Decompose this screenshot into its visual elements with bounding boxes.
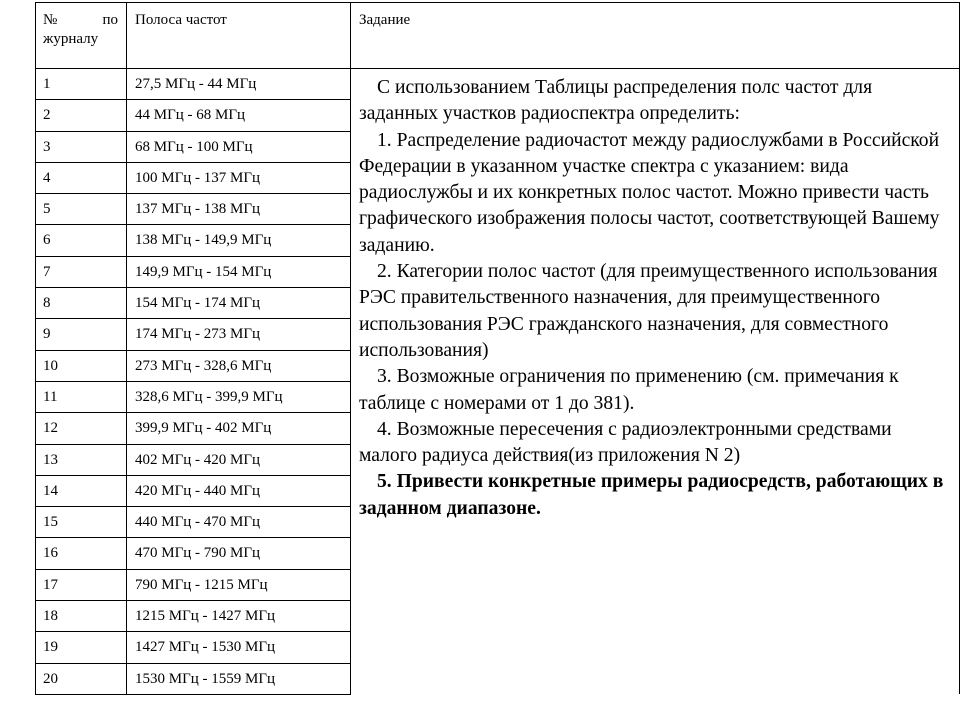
row-band: 137 МГц - 138 МГц (127, 194, 351, 225)
row-band: 1427 МГц - 1530 МГц (127, 632, 351, 663)
row-number: 18 (36, 601, 127, 632)
row-band: 174 МГц - 273 МГц (127, 319, 351, 350)
row-band: 440 МГц - 470 МГц (127, 507, 351, 538)
row-number: 8 (36, 288, 127, 319)
row-number: 3 (36, 131, 127, 162)
task-item-3: 3. Возможные ограничения по применению (см. примечания к таблице с номерами от 1 до 381). (359, 366, 899, 414)
row-number: 6 (36, 225, 127, 256)
task-text (351, 69, 959, 522)
row-number: 2 (36, 100, 127, 131)
row-number: 16 (36, 538, 127, 569)
row-number: 1 (36, 69, 127, 100)
row-band: 1215 МГц - 1427 МГц (127, 601, 351, 632)
row-number: 14 (36, 475, 127, 506)
header-task: Задание (351, 3, 960, 69)
header-number-sign: № (43, 12, 58, 28)
row-number: 13 (36, 444, 127, 475)
task-intro: С использованием Таблицы распределения полс частот для заданных участков радиоспектра определить: (359, 77, 873, 125)
row-band: 328,6 МГц - 399,9 МГц (127, 381, 351, 412)
task-item-1: 1. Распределение радиочастот между радиослужбами в Российской Федерации в указанном участке спектра с указанием: вида радиослужбы и их конкретных полос частот. Можно привести часть графического изображения полосы частот, соответствующей Вашему заданию. (359, 129, 940, 256)
row-band: 420 МГц - 440 МГц (127, 475, 351, 506)
row-band: 149,9 МГц - 154 МГц (127, 256, 351, 287)
row-number: 7 (36, 256, 127, 287)
row-band: 1530 МГц - 1559 МГц (127, 663, 351, 694)
task-item-4: 4. Возможные пересечения с радиоэлектронными средствами малого радиуса действия(из приложения N 2) (359, 418, 892, 467)
row-band: 100 МГц - 137 МГц (127, 162, 351, 193)
row-number: 4 (36, 162, 127, 193)
row-number: 5 (36, 194, 127, 225)
row-band: 399,9 МГц - 402 МГц (127, 413, 351, 444)
row-band: 154 МГц - 174 МГц (127, 288, 351, 319)
task-item-2: 2. Категории полос частот (для преимущественного использования РЭС правительственного назначения, для преимущественного использования РЭС гражданского назначения, для совместного использования) (359, 261, 938, 361)
row-band: 138 МГц - 149,9 МГц (127, 225, 351, 256)
row-number: 11 (36, 381, 127, 412)
row-number: 20 (36, 663, 127, 694)
row-band: 44 МГц - 68 МГц (127, 100, 351, 131)
row-band: 27,5 МГц - 44 МГц (127, 69, 351, 100)
row-number: 19 (36, 632, 127, 663)
header-po: по (102, 12, 118, 28)
row-band: 790 МГц - 1215 МГц (127, 569, 351, 600)
row-number: 17 (36, 569, 127, 600)
row-band: 68 МГц - 100 МГц (127, 131, 351, 162)
task-item-5: 5. Привести конкретные примеры радиосредств, работающих в заданном диапазоне. (359, 471, 944, 519)
row-number: 12 (36, 413, 127, 444)
header-frequency-band: Полоса частот (127, 3, 351, 69)
header-journal: журналу (43, 31, 99, 47)
row-band: 470 МГц - 790 МГц (127, 538, 351, 569)
row-band: 273 МГц - 328,6 МГц (127, 350, 351, 381)
row-number: 15 (36, 507, 127, 538)
task-cell (351, 69, 960, 695)
header-journal-number (36, 3, 127, 69)
row-number: 10 (36, 350, 127, 381)
row-number: 9 (36, 319, 127, 350)
row-band: 402 МГц - 420 МГц (127, 444, 351, 475)
table-row (36, 69, 960, 100)
header-row (36, 3, 960, 69)
assignment-table (35, 2, 960, 695)
